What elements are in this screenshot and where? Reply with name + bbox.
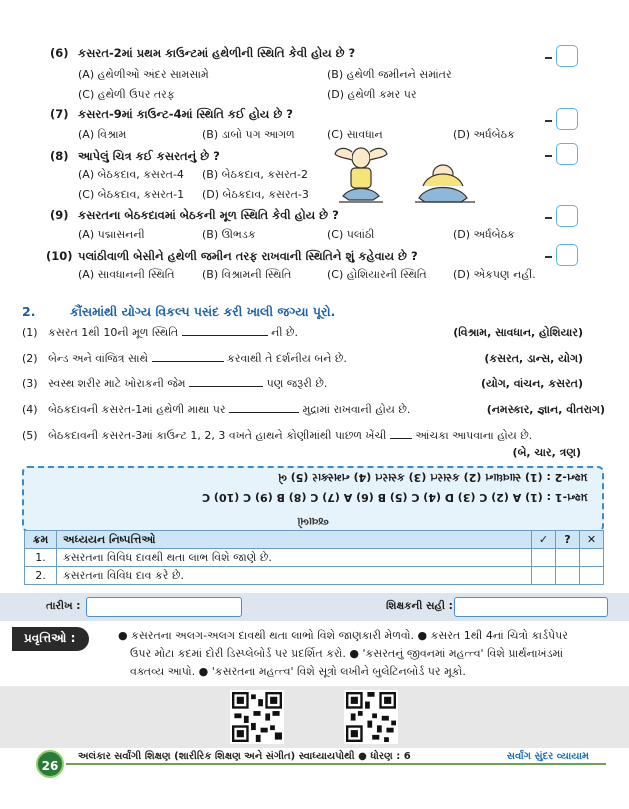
fill-hint: (વિશ્રામ, સાવધાન, હોશિયાર) (453, 326, 583, 339)
answer-dash (545, 256, 552, 258)
header-outcome: અધ્યયન નિષ્પત્તિઓ (57, 531, 532, 549)
answer-box[interactable] (556, 108, 578, 130)
answer-title: જવાબો (297, 515, 329, 528)
fill-item (22, 377, 327, 391)
question-text: આપેલું ચિત્ર કઈ કસરતનું છે ? (78, 149, 220, 163)
answer-dash (545, 120, 552, 122)
fill-hint: (બે, ચાર, ત્રણ) (512, 446, 581, 459)
answer-line-2: પ્રશ્ન-2 : (1) સાવધાન (2) કસરત (3) કસરત (4) નમસ્કાર (5) બે (278, 471, 588, 484)
option[interactable]: (C) હથેળી ઉપર તરફ (78, 88, 175, 101)
option[interactable]: (C) બેઠકદાવ, કસરત-1 (78, 188, 185, 201)
row-sn: 2. (25, 567, 57, 585)
item-text-post: કરવાથી તે દર્શનીય બને છે. (227, 352, 347, 365)
blank-line[interactable] (390, 429, 412, 439)
item-text-post: ની છે. (271, 326, 298, 339)
blank-line[interactable] (182, 326, 268, 336)
question-number: (9) (50, 208, 69, 222)
cross-cell[interactable] (580, 549, 604, 567)
option[interactable]: (A) બેઠકદાવ, કસરત-4 (78, 168, 184, 181)
cross-icon: ✕ (580, 531, 604, 549)
row-text: કસરતના વિવિધ દાવ કરે છે. (57, 567, 532, 585)
answer-box[interactable] (556, 45, 578, 67)
date-signature-strip (0, 593, 629, 621)
teacher-sign-label: શિક્ષકની સહી : (386, 600, 453, 612)
table-header-row (25, 531, 604, 549)
option[interactable]: (D) એકપણ નહીં. (453, 268, 536, 281)
fill-hint: (નમસ્કાર, જ્ઞાન, વીતરાગ) (486, 403, 605, 416)
item-text-pre: બેઠકદાવની કસરત-3માં કાઉન્ટ 1, 2, 3 વખતે હાથને કોણીમાંથી પાછળ ખેંચી (48, 429, 387, 442)
cross-cell[interactable] (580, 567, 604, 585)
option[interactable]: (B) વિશ્રામની સ્થિતિ (202, 268, 292, 281)
fill-item (22, 429, 532, 443)
date-field[interactable] (86, 597, 242, 617)
row-text: કસરતના વિવિધ દાવથી થતા લાભ વિશે જાણે છે. (57, 549, 532, 567)
fill-hint: (યોગ, વાંચન, કસરત) (480, 377, 583, 390)
section-number: 2. (22, 304, 36, 319)
answer-box[interactable] (556, 205, 578, 227)
activity-line: ઉપર મોટા કદમાં દોરી ડિસ્પ્લેબોર્ડ પર પ્રદર્શિત કરો. ● 'કસરતનું જીવનમાં મહત્ત્વ' વિશે પ્રાર્થનાખંડમાં (130, 647, 564, 660)
option[interactable]: (B) ઊભડક (202, 228, 256, 241)
item-text-pre: બેન્ડ અને વાંજિત્ર સાથે (48, 352, 149, 365)
item-number: (1) (22, 326, 38, 339)
question-number: (7) (50, 107, 69, 121)
item-number: (5) (22, 429, 38, 442)
option[interactable]: (C) હોશિયારની સ્થિતિ (327, 268, 427, 281)
footer-divider (66, 763, 606, 765)
activity-label: પ્રવૃત્તિઓ : (12, 627, 89, 651)
qr-code-strip (0, 686, 629, 748)
table-row (25, 567, 604, 585)
option[interactable]: (B) હથેળી જમીનને સમાંતર (327, 68, 452, 81)
fill-item (22, 403, 410, 417)
item-text-post: પણ જરૂરી છે. (266, 377, 328, 390)
option[interactable]: (D) હથેળી કમર પર (327, 88, 417, 101)
item-text-pre: સ્વસ્થ શરીર માટે ખોરાકની જેમ (48, 377, 186, 390)
blank-line[interactable] (152, 352, 224, 362)
answer-dash (545, 57, 552, 59)
option[interactable]: (D) બેઠકદાવ, કસરત-3 (202, 188, 309, 201)
row-sn: 1. (25, 549, 57, 567)
page-number: 26 (36, 750, 64, 778)
option[interactable]: (A) સાવધાનની સ્થિતિ (78, 268, 175, 281)
item-text-post: મુદ્રામાં રાખવાની હોય છે. (302, 403, 411, 416)
fill-item (22, 326, 298, 340)
fill-item (22, 352, 347, 366)
question-text: કસરત-2માં પ્રથમ કાઉન્ટમાં હથેળીની સ્થિતિ કેવી હોય છે ? (78, 46, 356, 60)
question-text: કસરત-9માં કાઉન્ટ-4માં સ્થિતિ કઈ હોય છે ? (78, 107, 293, 121)
answer-key-box (22, 466, 604, 532)
date-label: તારીખ : (46, 600, 81, 612)
question-number: (8) (50, 149, 69, 163)
item-text-pre: બેઠકદાવની કસરત-1માં હથેળી માથા પર (48, 403, 226, 416)
answer-line-1: પ્રશ્ન-1 : (1) A (2) C (3) D (4) C (5) B (6) A (7) C (8) B (9) C (10) C (202, 491, 588, 504)
check-cell[interactable] (532, 567, 556, 585)
question-number: (6) (50, 46, 69, 60)
learning-outcomes-table (24, 530, 604, 585)
option[interactable]: (D) અર્ધબેઠક (453, 128, 515, 141)
activity-line: ● કસરતના અલગ-અલગ દાવથી થતા લાભો વિશે જાણકારી મેળવો. ● કસરત 1થી 4નાં ચિત્રો કાર્ડપેપર (118, 629, 568, 642)
question-cell[interactable] (556, 567, 580, 585)
check-icon: ✓ (532, 531, 556, 549)
option[interactable]: (C) પલાંઠી (327, 228, 375, 241)
answer-box[interactable] (556, 244, 578, 266)
fill-hint: (કસરત, ડાન્સ, યોગ) (484, 352, 583, 365)
qr-code-icon[interactable] (344, 690, 398, 744)
option[interactable]: (B) ડાબો પગ આગળ (202, 128, 295, 141)
option[interactable]: (A) પદ્માસનની (78, 228, 145, 241)
question-number: (10) (46, 249, 73, 263)
question-text: પલાંઠીવાળી બેસીને હથેળી જમીન તરફ રાખવાની સ્થિતિને શું કહેવાય છે ? (78, 249, 418, 263)
answer-dash (545, 155, 552, 157)
option[interactable]: (D) અર્ધબેઠક (453, 228, 515, 241)
question-icon: ? (556, 531, 580, 549)
blank-line[interactable] (229, 403, 299, 413)
item-text-post: આંચકા આપવાના હોય છે. (415, 429, 533, 442)
blank-line[interactable] (189, 377, 263, 387)
option[interactable]: (A) હથેળીઓ અંદર સામસામે (78, 68, 209, 81)
activity-line: વક્તવ્ય આપો. ● 'કસરતના મહત્ત્વ' વિશે સૂત્રો લખીને બુલેટિનબોર્ડ પર મૂકો. (130, 665, 466, 678)
item-number: (3) (22, 377, 38, 390)
question-cell[interactable] (556, 549, 580, 567)
figure-seated-hands-behind-head (335, 148, 387, 202)
page-footer (0, 748, 629, 778)
exercise-illustration (325, 140, 485, 206)
teacher-sign-field[interactable] (454, 597, 608, 617)
table-row (25, 549, 604, 567)
item-number: (4) (22, 403, 38, 416)
option[interactable]: (B) બેઠકદાવ, કસરત-2 (202, 168, 308, 181)
qr-code-icon[interactable] (230, 690, 284, 744)
footer-book-title: અલંકાર સર્વાંગી શિક્ષણ (શારીરિક શિક્ષણ અને સંગીત) સ્વાધ્યાયપોથી ● ધોરણ : 6 (74, 751, 415, 762)
answer-dash (545, 217, 552, 219)
item-number: (2) (22, 352, 38, 365)
item-text-pre: કસરત 1થી 10ની મૂળ સ્થિતિ (48, 326, 179, 339)
option[interactable]: (C) સાવધાન (327, 128, 383, 141)
header-sn: ક્રમ (25, 531, 57, 549)
option[interactable]: (A) વિશ્રામ (78, 128, 127, 141)
question-text: કસરતના બેઠકદાવમાં બેઠકની મૂળ સ્થિતિ કેવી હોય છે ? (78, 208, 339, 222)
footer-chapter-title: સર્વાંગ સુંદર વ્યાયામ (503, 751, 593, 762)
figure-seated-folded (415, 165, 475, 202)
section-title: કૌંસમાંથી યોગ્ય વિકલ્પ પસંદ કરી ખાલી જગ્યા પૂરો. (70, 304, 336, 319)
check-cell[interactable] (532, 549, 556, 567)
answer-box[interactable] (556, 143, 578, 165)
